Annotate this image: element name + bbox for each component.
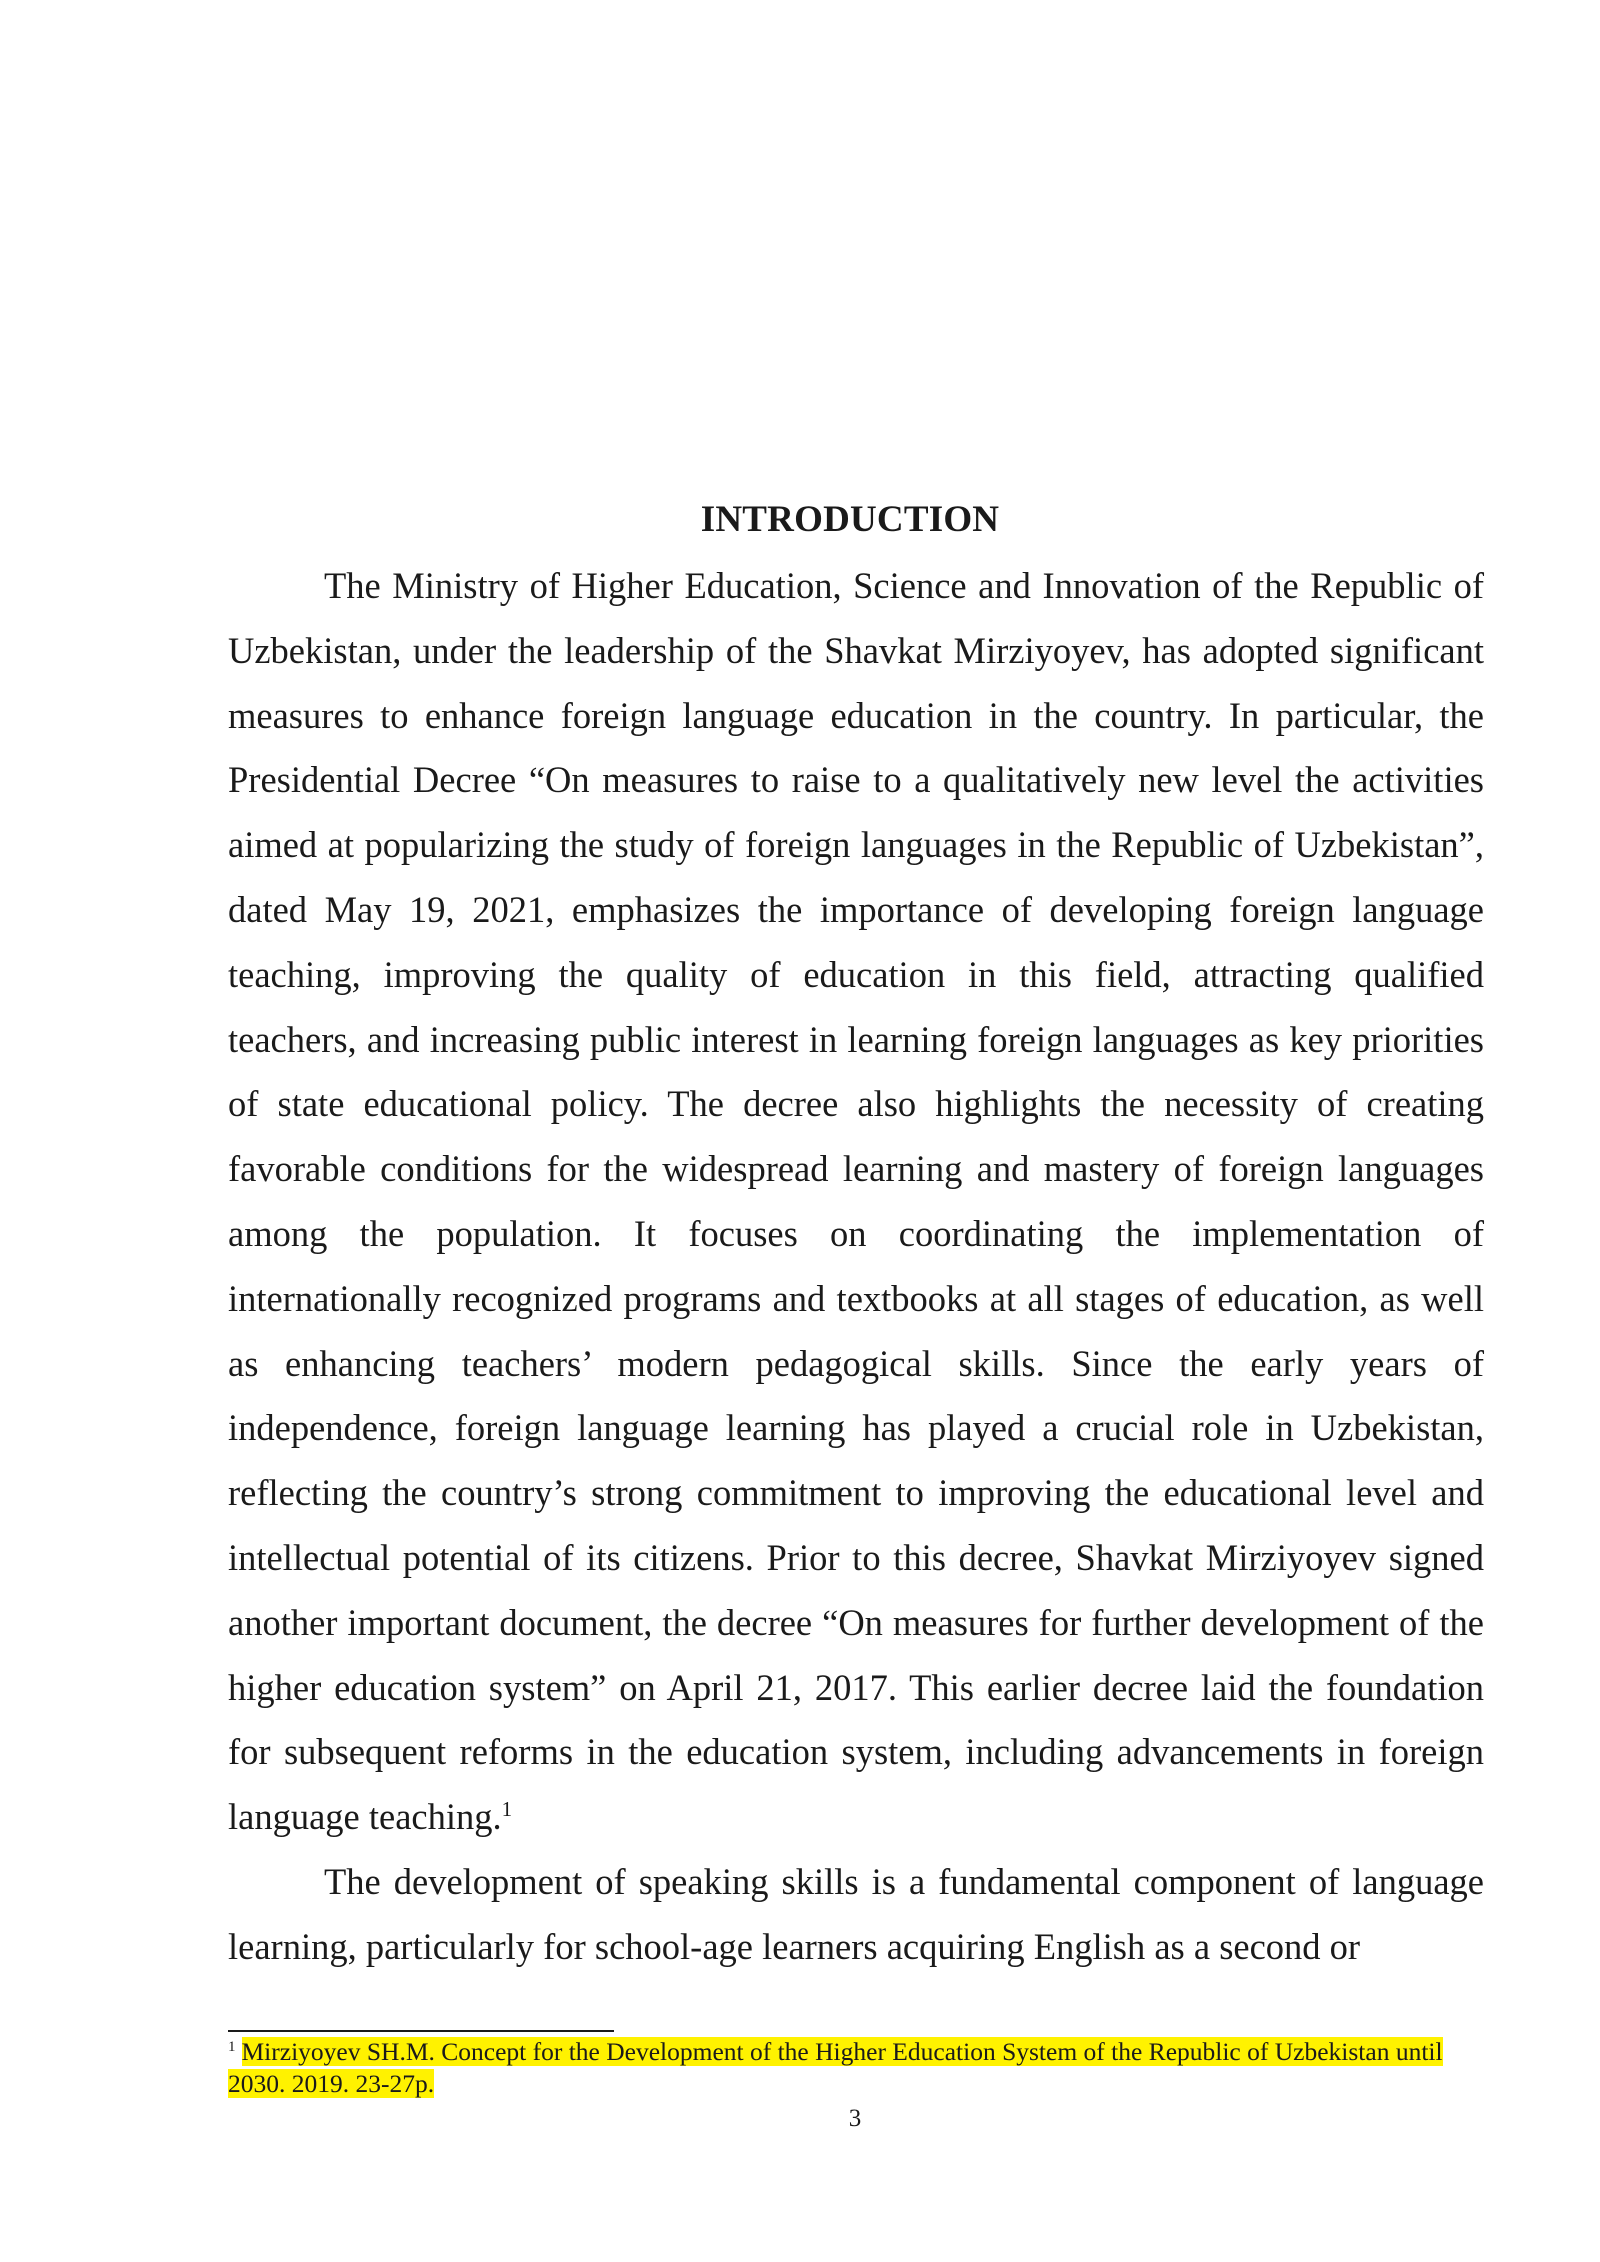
paragraph-1-text: The Ministry of Higher Education, Science and Innovation of the Republic of Uzbekistan, under the leadership of the Shavkat Mirziyoyev, has adopted significant measures to enhance foreign language education in the country. In particular, the Presidential Decree “On measures to raise to a qualitatively new level the activities aimed at popularizing the study of foreign languages in the Republic of Uzbekistan”, dated May 19, 2021, emphasizes the importance of developing foreign language teaching, improving the quality of education in this field, attracting qualified teachers, and increasing public interest in learning foreign languages as key priorities of state educational policy. The decree also highlights the necessity of creating favorable conditions for the widespread learning and mastery of foreign languages among the population. It focuses on coordinating the implementation of internationally recognized programs and textbooks at all stages of education, as well as enhancing teachers’ modern pedagogical skills. Since the early years of independence, foreign language learning has played a crucial role in Uzbekistan, reflecting the country’s strong commitment to improving the educational level and intellectual potential of its citizens. Prior to this decree, Shavkat Mirziyoyev signed another important document, the decree “On measures for further development of the higher education system” on April 21, 2017. This earlier decree laid the foundation for subsequent reforms in the education system, including advancements in foreign language teaching. bbox=[228, 565, 1484, 1838]
paragraph-2 bbox=[228, 1850, 1484, 1980]
footnote-marker: 1 bbox=[228, 2038, 236, 2055]
page-number: 3 bbox=[848, 2105, 862, 2132]
paragraph-2-text: The development of speaking skills is a fundamental component of language learning, particularly for school-age learners acquiring English as a second or bbox=[228, 1860, 1484, 1967]
body-text bbox=[228, 554, 1484, 1980]
footnote-separator bbox=[228, 2030, 614, 2032]
footnote-text: Mirziyoyev SH.M. Concept for the Development of the Higher Education System of the Republic of Uzbekistan until 2030. 2019. 23-27p. bbox=[228, 2037, 1443, 2098]
paragraph-1 bbox=[228, 554, 1484, 1850]
section-heading: INTRODUCTION bbox=[700, 499, 1000, 540]
footnote-reference[interactable]: 1 bbox=[501, 1796, 513, 1821]
footnote bbox=[228, 2036, 1488, 2100]
